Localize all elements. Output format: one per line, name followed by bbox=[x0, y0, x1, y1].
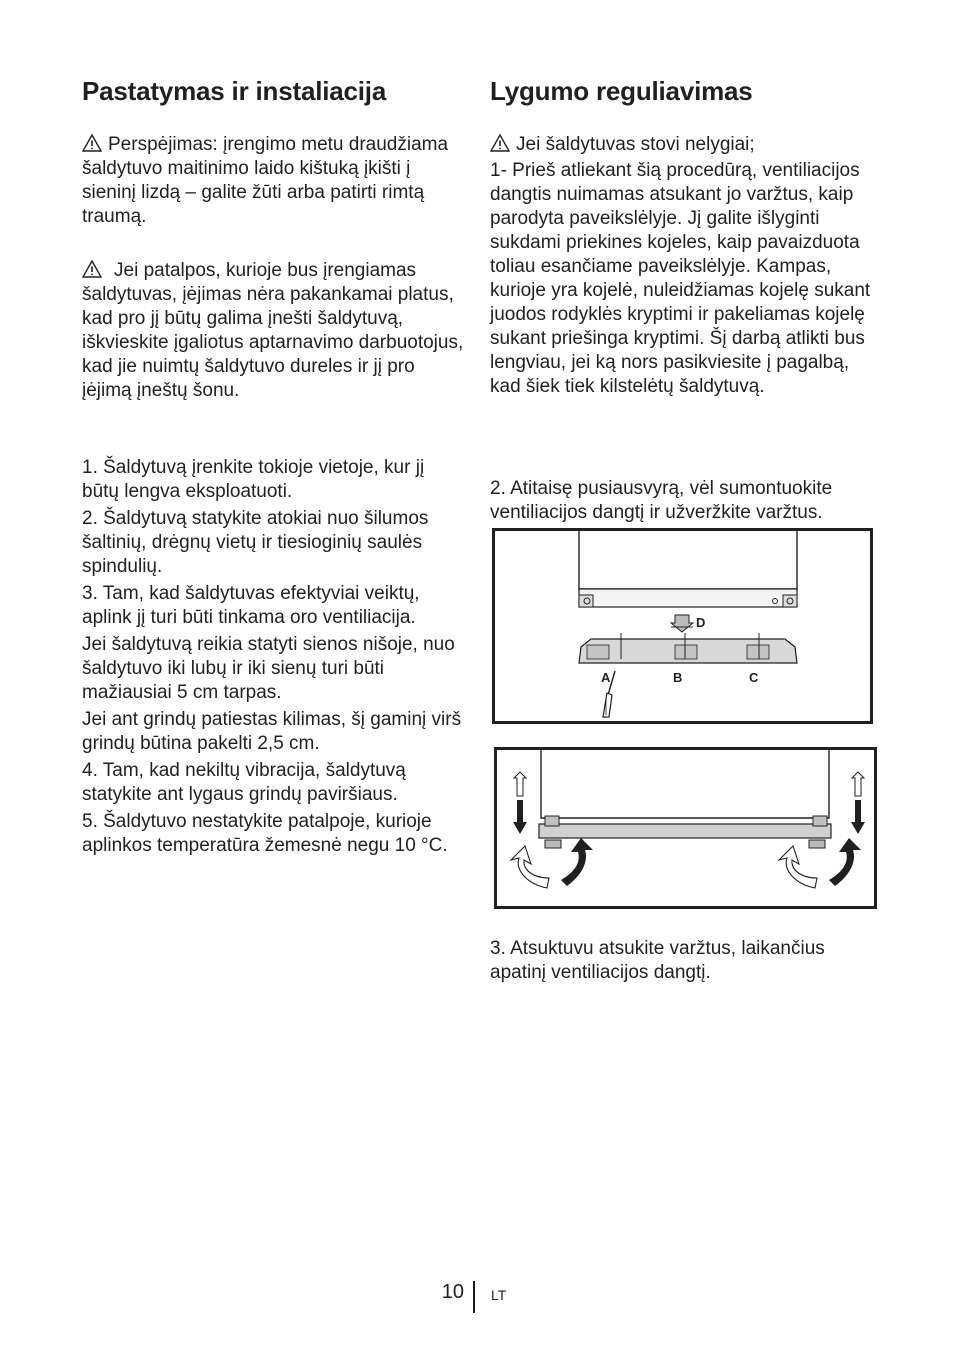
footer-divider bbox=[473, 1281, 475, 1313]
list-item-2: 2. Šaldytuvą statykite atokiai nuo šilumos šaltinių, drėgnų vietų ir tiesioginių saulės spindulių. bbox=[82, 508, 429, 577]
list-item-1: 1. Šaldytuvą įrenkite tokioje vietoje, kur jį būtų lengva eksploatuoti. bbox=[82, 457, 425, 502]
installation-title: Pastatymas ir instaliacija bbox=[82, 76, 387, 106]
figure-label-c: C bbox=[749, 670, 759, 685]
vent-cover-illustration bbox=[495, 531, 870, 721]
warning-paragraph-1 bbox=[82, 133, 466, 229]
leveling-warning-text: Jei šaldytuvas stovi nelygiai; bbox=[516, 134, 755, 155]
leveling-warning bbox=[490, 133, 874, 157]
list-item-4: 4. Tam, kad nekiltų vibracija, šaldytuvą statykite ant lygaus grindų paviršiaus. bbox=[82, 760, 406, 805]
vent-cover-figure bbox=[492, 528, 873, 724]
warning-icon bbox=[490, 134, 510, 152]
list-item-5: 5. Šaldytuvo nestatykite patalpoje, kurioje aplinkos temperatūra žemesnė negu 10 °C. bbox=[82, 811, 448, 856]
warning-icon bbox=[82, 134, 102, 152]
page-number: 10 bbox=[441, 1281, 464, 1303]
warning-text-2: Jei patalpos, kurioje bus įrengiamas šaldytuvas, įėjimas nėra pakankamai platus, kad pro jį būtų galima įnešti šaldytuvą, iškvieskite įgaliotus aptarnavimo darbuotojus, kad jie nuimtų šaldytuvo dureles ir jį pro įėjimą įneštų šonu. bbox=[82, 260, 464, 401]
leveling-title: Lygumo reguliavimas bbox=[490, 76, 753, 106]
list-item-3c: Jei ant grindų patiestas kilimas, šį gaminį virš grindų būtina pakelti 2,5 cm. bbox=[82, 709, 462, 754]
figure-label-b: B bbox=[673, 670, 683, 685]
figure-label-a: A bbox=[601, 670, 611, 685]
feet-adjustment-illustration bbox=[497, 750, 874, 906]
leveling-step-2: 2. Atitaisę pusiausvyrą, vėl sumontuokite ventiliacijos dangtį ir užveržkite varžtus. bbox=[490, 478, 833, 523]
feet-adjustment-figure bbox=[494, 747, 877, 909]
warning-paragraph-2 bbox=[82, 259, 466, 403]
leveling-step-3: 3. Atsuktuvu atsukite varžtus, laikančius apatinį ventiliacijos dangtį. bbox=[490, 938, 825, 983]
leveling-step-1: 1- Prieš atliekant šią procedūrą, ventiliacijos dangtis nuimamas atsukant jo varžtus, kaip parodyta paveikslėlyje. Jį galite išlyginti sukdami priekines kojeles, kaip pavaizduota toliau esančiame paveikslėlyje. Kampas, kurioje yra kojelė, nuleidžiamas kojelę sukant juodos rodyklės kryptimi ir pakeliamas kojelę sukant priešinga kryptimi. Šį darbą atlikti bus lengviau, jei ką nors pasikviesite į pagalbą, kad šiek tiek kilstelėtų šaldytuvą. bbox=[490, 160, 871, 397]
figure-label-d: D bbox=[696, 615, 706, 630]
warning-icon bbox=[82, 260, 102, 278]
warning-text-1: Perspėjimas: įrengimo metu draudžiama šaldytuvo maitinimo laido kištuką įkišti į sieninį lizdą – galite žūti arba patirti rimtą traumą. bbox=[82, 134, 449, 227]
list-item-3b: Jei šaldytuvą reikia statyti sienos nišoje, nuo šaldytuvo iki lubų ir iki sienų turi būti mažiausiai 5 cm tarpas. bbox=[82, 634, 455, 703]
list-item-3: 3. Tam, kad šaldytuvas efektyviai veiktų, aplink jį turi būti tinkama oro ventiliacija. bbox=[82, 583, 420, 628]
language-code: LT bbox=[491, 1287, 507, 1303]
